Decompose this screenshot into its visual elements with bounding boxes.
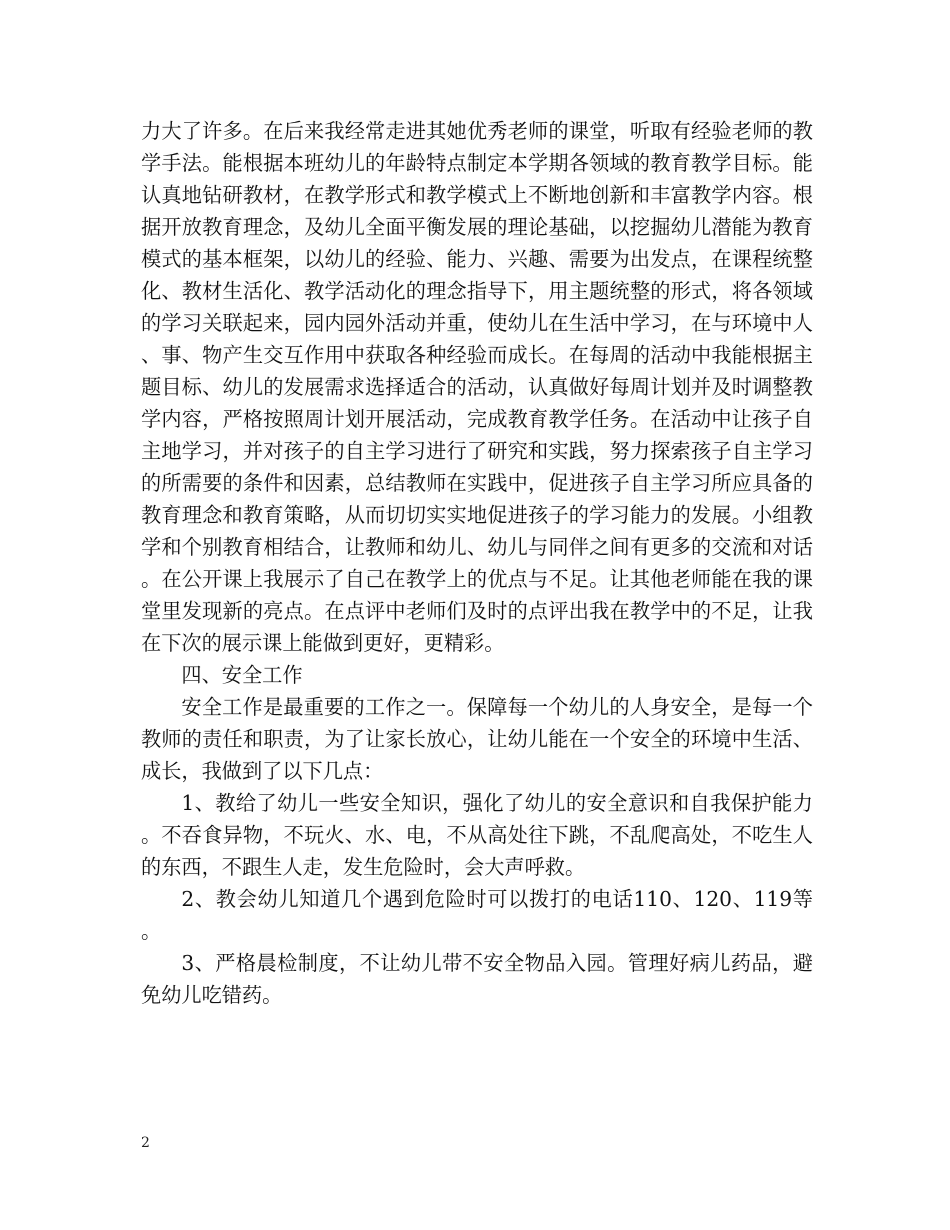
paragraph-safety-item-1: 1、教给了幼儿一些安全知识，强化了幼儿的安全意识和自我保护能力。不吞食异物，不玩火、水、电，不从高处往下跳，不乱爬高处，不吃生人的东西，不跟生人走，发生危险时，会大声呼救。 — [141, 791, 813, 879]
paragraph-safety-item-2: 2、教会幼儿知道几个遇到危险时可以拨打的电话110、120、119等。 — [141, 887, 813, 943]
paragraph-safety-item-3: 3、严格晨检制度，不让幼儿带不安全物品入园。管理好病儿药品，避免幼儿吃错药。 — [141, 951, 813, 1007]
paragraph-safety-intro: 安全工作是最重要的工作之一。保障每一个幼儿的人身安全，是每一个教师的责任和职责，为了让家长放心，让幼儿能在一个安全的环境中生活、成长，我做到了以下几点： — [141, 695, 813, 783]
paragraph-teaching-continued: 力大了许多。在后来我经常走进其她优秀老师的课堂，听取有经验老师的教学手法。能根据本班幼儿的年龄特点制定本学期各领域的教育教学目标。能认真地钻研教材，在教学形式和教学模式上不断地创新和丰富教学内容。根据开放教育理念，及幼儿全面平衡发展的理论基础，以挖掘幼儿潜能为教育模式的基本框架，以幼儿的经验、能力、兴趣、需要为出发点，在课程统整化、教材生活化、教学活动化的理念指导下，用主题统整的形式，将各领域的学习关联起来，园内园外活动并重，使幼儿在生活中学习，在与环境中人、事、物产生交互作用中获取各种经验而成长。在每周的活动中我能根据主题目标、幼儿的发展需求选择适合的活动，认真做好每周计划并及时调整教学内容，严格按照周计划开展活动，完成教育教学任务。在活动中让孩子自主地学习，并对孩子的自主学习进行了研究和实践，努力探索孩子自主学习的所需要的条件和因素，总结教师在实践中，促进孩子自主学习所应具备的教育理念和教育策略，从而切切实实地促进孩子的学习能力的发展。小组教学和个别教育相结合，让教师和幼儿、幼儿与同伴之间有更多的交流和对话。在公开课上我展示了自己在教学上的优点与不足。让其他老师能在我的课堂里发现新的亮点。在点评中老师们及时的点评出我在教学中的不足，让我在下次的展示课上能做到更好，更精彩。 — [141, 119, 813, 655]
section-heading-safety-work: 四、安全工作 — [181, 663, 303, 687]
document-body — [141, 115, 813, 1011]
page-number: 2 — [141, 1135, 150, 1151]
